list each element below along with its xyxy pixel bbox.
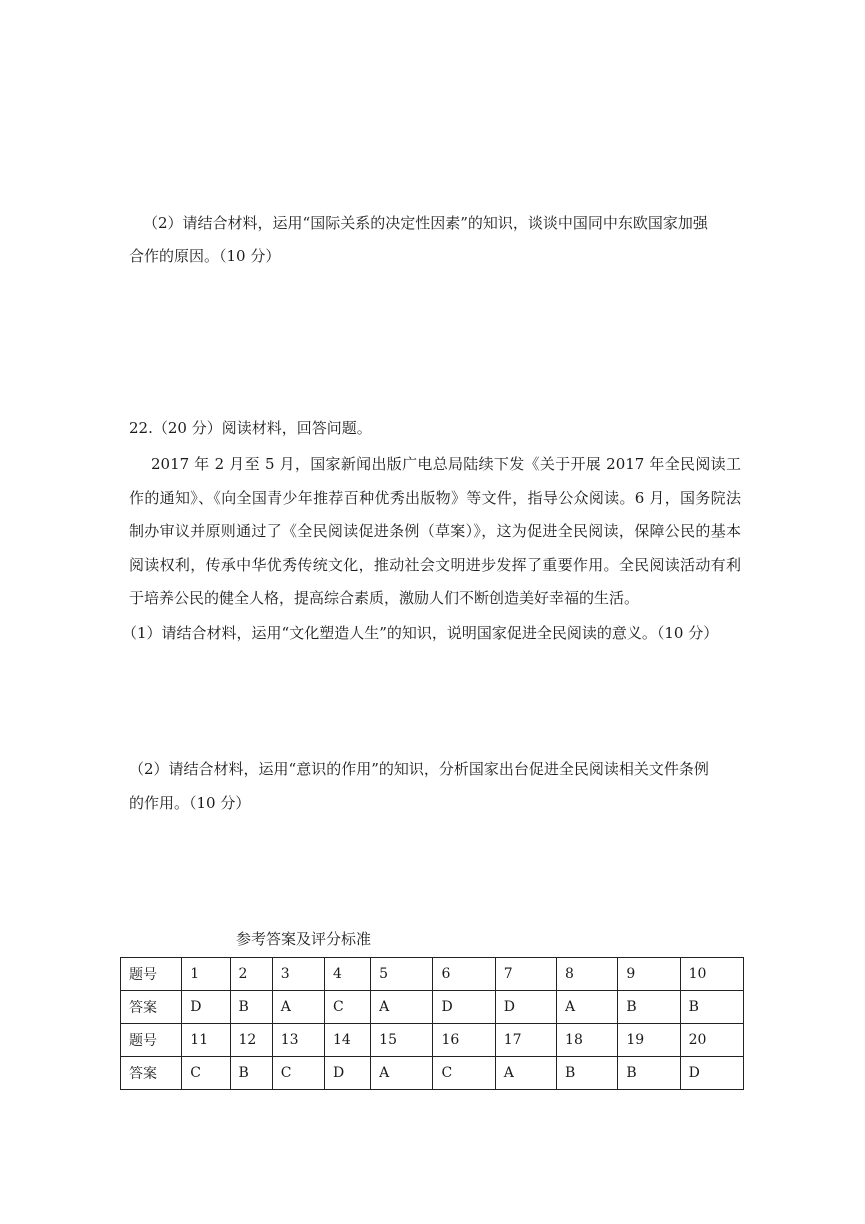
- table-cell: 7: [495, 958, 556, 991]
- answer-key-title: 参考答案及评分标准: [236, 930, 372, 948]
- table-cell: A: [371, 991, 433, 1024]
- table-cell: 6: [433, 958, 495, 991]
- row-header-cell: 题号: [121, 958, 182, 991]
- table-cell: D: [182, 991, 230, 1024]
- q21-part2-line2: 合作的原因。（10 分）: [129, 247, 281, 265]
- table-row: [121, 1024, 744, 1057]
- table-cell: A: [272, 991, 324, 1024]
- table-cell: 17: [495, 1024, 556, 1057]
- q22-part2-line2: 的作用。（10 分）: [129, 794, 251, 812]
- table-cell: 19: [618, 1024, 680, 1057]
- table-cell: C: [272, 1057, 324, 1090]
- table-cell: 16: [433, 1024, 495, 1057]
- answer-table: [120, 957, 744, 1090]
- table-cell: 9: [618, 958, 680, 991]
- table-cell: 5: [371, 958, 433, 991]
- table-cell: A: [557, 991, 618, 1024]
- q22-heading: 22.（20 分）阅读材料，回答问题。: [129, 419, 372, 437]
- q22-material: 2017 年 2 月至 5 月，国家新闻出版广电总局陆续下发《关于开展 2017 年全民阅读工作的通知》、《向全国青少年推荐百种优秀出版物》等文件，指导公众阅读。6 月，国务院法制办审议并原则通过了《全民阅读促进条例（草案）》，这为促进全民阅读，保障公民的基本阅读权利，传承中华优秀传统文化，推动社会文明进步发挥了重要作用。全民阅读活动有利于培养公民的健全人格，提高综合素质，激励人们不断创造美好幸福的生活。: [129, 455, 741, 607]
- table-cell: B: [680, 991, 743, 1024]
- table-cell: C: [324, 991, 370, 1024]
- table-cell: 18: [557, 1024, 618, 1057]
- table-cell: 20: [680, 1024, 743, 1057]
- table-cell: B: [618, 1057, 680, 1090]
- table-cell: 10: [680, 958, 743, 991]
- table-cell: B: [618, 991, 680, 1024]
- table-cell: 3: [272, 958, 324, 991]
- table-row: [121, 1057, 744, 1090]
- table-cell: C: [182, 1057, 230, 1090]
- table-cell: 13: [272, 1024, 324, 1057]
- table-cell: 15: [371, 1024, 433, 1057]
- table-row: [121, 991, 744, 1024]
- table-cell: 2: [230, 958, 272, 991]
- table-cell: D: [324, 1057, 370, 1090]
- row-header-cell: 答案: [121, 1057, 182, 1090]
- q22-part2-line1: （2）请结合材料，运用“意识的作用”的知识，分析国家出台促进全民阅读相关文件条例: [129, 760, 709, 778]
- table-row: [121, 958, 744, 991]
- table-cell: C: [433, 1057, 495, 1090]
- row-header-cell: 题号: [121, 1024, 182, 1057]
- q22-part1: （1）请结合材料，运用“文化塑造人生”的知识，说明国家促进全民阅读的意义。（10 分）: [122, 624, 719, 642]
- table-cell: B: [230, 1057, 272, 1090]
- table-cell: 4: [324, 958, 370, 991]
- table-cell: 11: [182, 1024, 230, 1057]
- q21-part2-line1: （2）请结合材料，运用“国际关系的决定性因素”的知识，谈谈中国同中东欧国家加强: [143, 214, 708, 232]
- row-header-cell: 答案: [121, 991, 182, 1024]
- table-cell: B: [230, 991, 272, 1024]
- table-cell: 8: [557, 958, 618, 991]
- table-cell: 12: [230, 1024, 272, 1057]
- table-cell: D: [495, 991, 556, 1024]
- table-cell: A: [371, 1057, 433, 1090]
- table-cell: A: [495, 1057, 556, 1090]
- table-cell: 1: [182, 958, 230, 991]
- table-cell: D: [433, 991, 495, 1024]
- table-cell: D: [680, 1057, 743, 1090]
- table-cell: B: [557, 1057, 618, 1090]
- table-cell: 14: [324, 1024, 370, 1057]
